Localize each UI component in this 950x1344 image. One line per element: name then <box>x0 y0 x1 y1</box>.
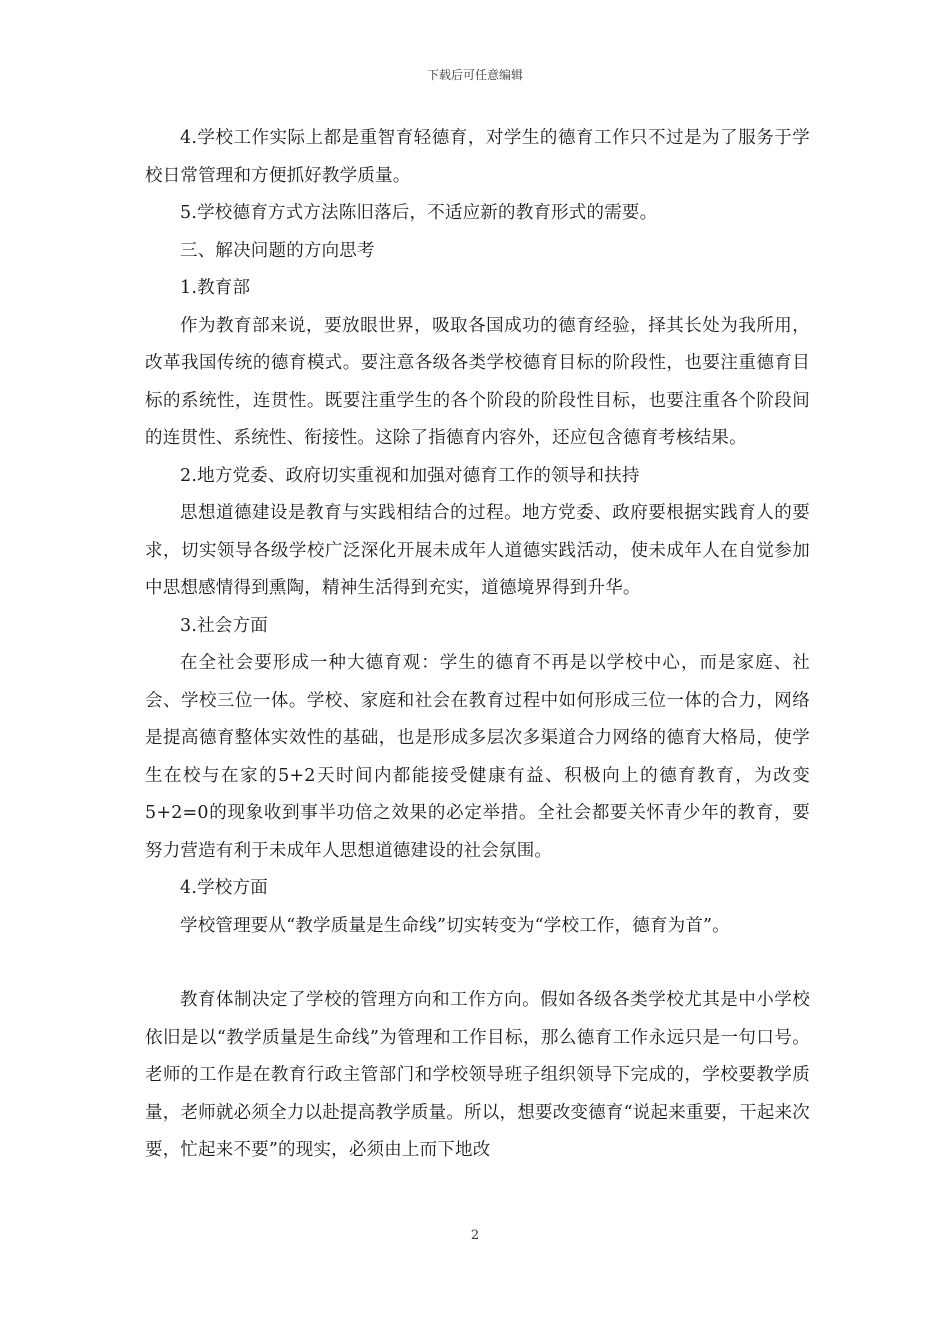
subheading-school: 4.学校方面 <box>180 878 268 898</box>
document-body <box>145 120 810 1170</box>
paragraph-item-5: 5.学校德育方式方法陈旧落后，不适应新的教育形式的需要。 <box>180 203 658 223</box>
subheading-local-government: 2.地方党委、政府切实重视和加强对德育工作的领导和扶持 <box>180 465 640 486</box>
paragraph-ministry: 作为教育部来说，要放眼世界，吸取各国成功的德育经验，择其长处为我所用，改革我国传统的德育模式。要注意各级各类学校德育目标的阶段性，也要注重德育目标的系统性，连贯性。既要注重学生的各个阶段的阶段性目标，也要注重各个阶段间的连贯性、系统性、衔接性。这除了指德育内容外，还应包含德育考核结果。 <box>145 315 810 448</box>
subheading-ministry: 1.教育部 <box>180 278 251 298</box>
page-header: 下载后可任意编辑 <box>426 68 523 82</box>
paragraph-item-4: 4.学校工作实际上都是重智育轻德育，对学生的德育工作只不过是为了服务于学校日常管理和方便抓好教学质量。 <box>145 128 810 186</box>
paragraph-school: 学校管理要从“教学质量是生命线”切实转变为“学校工作，德育为首”。 <box>180 915 730 936</box>
subheading-society: 3.社会方面 <box>180 615 268 636</box>
paragraph-local-government: 思想道德建设是教育与实践相结合的过程。地方党委、政府要根据实践育人的要求，切实领导各级学校广泛深化开展未成年人道德实践活动，使未成年人在自觉参加中思想感情得到熏陶，精神生活得到充实，道德境界得到升华。 <box>145 503 810 598</box>
paragraph-education-system: 教育体制决定了学校的管理方向和工作方向。假如各级各类学校尤其是中小学校依旧是以“教学质量是生命线”为管理和工作目标，那么德育工作永远只是一句口号。老师的工作是在教育行政主管部门和学校领导班子组织领导下完成的，学校要教学质量，老师就必须全力以赴提高教学质量。所以，想要改变德育“说起来重要，干起来次要，忙起来不要”的现实，必须由上而下地改 <box>145 990 810 1160</box>
section-heading-3: 三、解决问题的方向思考 <box>180 240 375 261</box>
paragraph-society: 在全社会要形成一种大德育观：学生的德育不再是以学校中心，而是家庭、社会、学校三位一体。学校、家庭和社会在教育过程中如何形成三位一体的合力，网络是提高德育整体实效性的基础，也是形成多层次多渠道合力网络的德育大格局，使学生在校与在家的5+2天时间内都能接受健康有益、积极向上的德育教育，为改变5+2=0的现象收到事半功倍之效果的必定举措。全社会都要关怀青少年的教育，要努力营造有利于未成年人思想道德建设的社会氛围。 <box>145 653 810 861</box>
page-number: 2 <box>470 1228 480 1243</box>
